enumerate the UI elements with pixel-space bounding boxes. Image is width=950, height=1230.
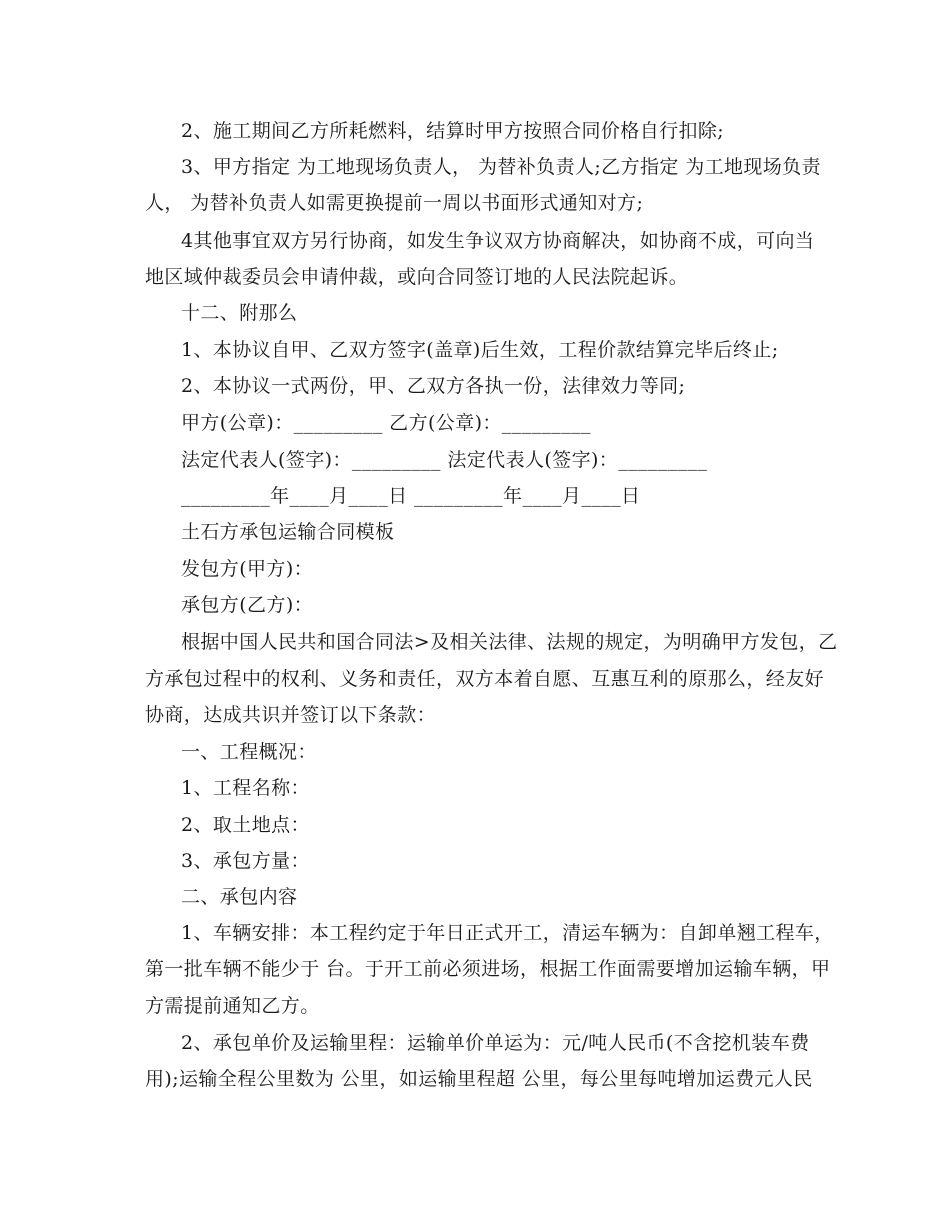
- text-line: 2、本协议一式两份，甲、乙双方各执一份，法律效力等同;: [181, 375, 686, 397]
- text-line: 第一批车辆不能少于 台。于开工前必须进场，根据工作面需要增加运输车辆，甲: [145, 958, 831, 980]
- text-line: 4其他事宜双方另行协商，如发生争议双方协商解决，如协商不成，可向当: [181, 230, 815, 252]
- document-title: 土石方承包运输合同模板: [181, 521, 395, 543]
- section-heading: 十二、附那么: [181, 302, 298, 324]
- text-line: 2、承包单价及运输里程：运输单价单运为：元/吨人民币(不含挖机装车费: [181, 1032, 810, 1054]
- text-line: 2、施工期间乙方所耗燃料，结算时甲方按照合同价格自行扣除;: [181, 120, 725, 142]
- text-line: 方承包过程中的权利、义务和责任，双方本着自愿、互惠互利的原那么，经友好: [145, 668, 825, 690]
- text-line: 用);运输全程公里数为 公里，如运输里程超 公里，每公里每吨增加运费元人民: [145, 1068, 813, 1090]
- text-line: 方需提前通知乙方。: [145, 995, 320, 1017]
- text-line: 1、车辆安排：本工程约定于年日正式开工，清运车辆为：自卸单翘工程车，: [181, 922, 834, 944]
- party-a-label: 发包方(甲方)：: [181, 558, 314, 580]
- party-b-label: 承包方(乙方)：: [181, 594, 314, 616]
- text-line: 1、工程名称：: [181, 777, 310, 799]
- section-heading: 二、承包内容: [181, 886, 298, 908]
- text-line: 2、取土地点：: [181, 814, 310, 836]
- signature-date-line: _________年____月____日 _________年____月____日: [181, 485, 641, 507]
- section-heading: 一、工程概况：: [181, 741, 317, 763]
- signature-seal-line: 甲方(公章)：_________ 乙方(公章)：_________: [181, 412, 591, 434]
- text-line: 协商，达成共识并签订以下条款：: [145, 704, 437, 726]
- text-line: 地区域仲裁委员会申请仲裁，或向合同签订地的人民法院起诉。: [145, 266, 689, 288]
- signature-representative-line: 法定代表人(签字)：_________ 法定代表人(签字)：_________: [181, 449, 708, 471]
- text-line: 人， 为替补负责人如需更换提前一周以书面形式通知对方;: [145, 192, 644, 214]
- text-line: 根据中国人民共和国合同法>及相关法律、法规的规定，为明确甲方发包，乙: [181, 631, 838, 653]
- text-line: 3、承包方量：: [181, 850, 310, 872]
- text-line: 3、甲方指定 为工地现场负责人， 为替补负责人;乙方指定 为工地现场负责: [181, 156, 822, 178]
- text-line: 1、本协议自甲、乙双方签字(盖章)后生效，工程价款结算完毕后终止;: [181, 339, 779, 361]
